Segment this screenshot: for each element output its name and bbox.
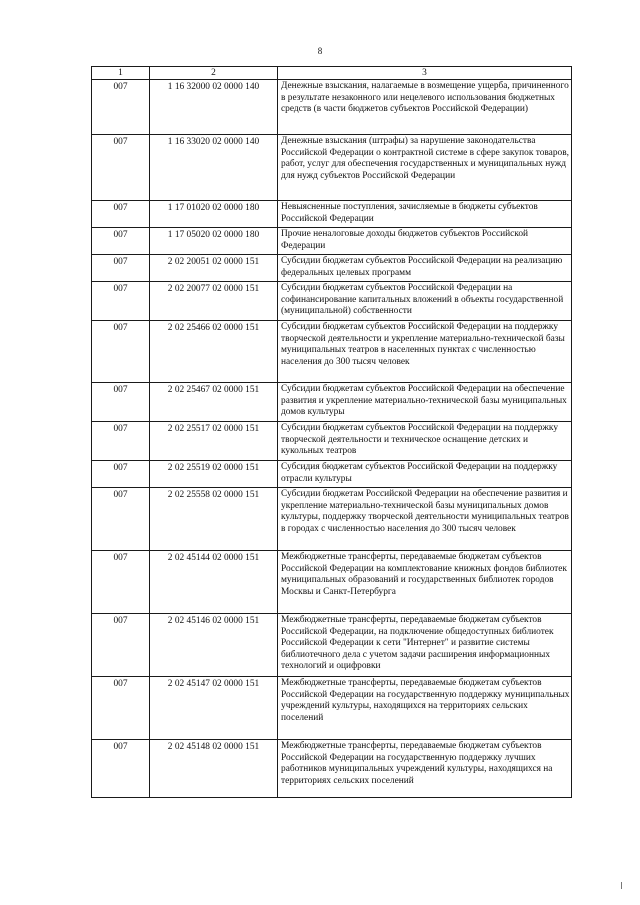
description-cell: Межбюджетные трансферты, передаваемые бюджетам субъектов Российской Федерации на государственную поддержку лучших работников муниципальных учреждений культуры, находящихся на территориях сельских поселений xyxy=(278,740,572,798)
income-code-cell: 2 02 25519 02 0000 151 xyxy=(150,461,278,488)
admin-code-cell: 007 xyxy=(92,740,150,798)
table-row xyxy=(92,201,572,228)
admin-code-cell: 007 xyxy=(92,551,150,614)
admin-code-cell: 007 xyxy=(92,201,150,228)
admin-code-cell: 007 xyxy=(92,461,150,488)
income-code-cell: 2 02 25466 02 0000 151 xyxy=(150,321,278,383)
table-row xyxy=(92,255,572,282)
page-number: 8 xyxy=(317,46,323,56)
column-header-2: 2 xyxy=(150,67,278,80)
description-cell: Субсидии бюджетам субъектов Российской Федерации на софинансирование капитальных вложений в объекты государственной (муниципальной) собственности xyxy=(278,282,572,321)
admin-code-cell: 007 xyxy=(92,677,150,740)
table-row xyxy=(92,488,572,551)
description-cell: Прочие неналоговые доходы бюджетов субъектов Российской Федерации xyxy=(278,228,572,255)
table-row xyxy=(92,321,572,383)
table-row xyxy=(92,228,572,255)
column-header-3: 3 xyxy=(278,67,572,80)
description-cell: Субсидии бюджетам субъектов Российской Федерации на поддержку творческой деятельности и укрепление материально-технической базы муниципальных театров в населенных пунктах с численностью населения до 300 тысяч человек xyxy=(278,321,572,383)
table-row xyxy=(92,80,572,135)
table-row xyxy=(92,551,572,614)
description-cell: Субсидия бюджетам субъектов Российской Федерации на поддержку отрасли культуры xyxy=(278,461,572,488)
description-cell: Субсидии бюджетам Российской Федерации на обеспечение развития и укрепление материально-технической базы муниципальных домов культуры, поддержку творческой деятельности муниципальных театров в городах с численностью населения до 300 тысяч человек xyxy=(278,488,572,551)
description-cell: Субсидии бюджетам субъектов Российской Федерации на реализацию федеральных целевых программ xyxy=(278,255,572,282)
table-row xyxy=(92,282,572,321)
description-cell: Субсидии бюджетам субъектов Российской Федерации на поддержку творческой деятельности и техническое оснащение детских и кукольных театров xyxy=(278,422,572,461)
table-row xyxy=(92,614,572,677)
column-header-1: 1 xyxy=(92,67,150,80)
admin-code-cell: 007 xyxy=(92,255,150,282)
income-code-cell: 2 02 20077 02 0000 151 xyxy=(150,282,278,321)
table-row xyxy=(92,383,572,422)
income-code-cell: 1 17 01020 02 0000 180 xyxy=(150,201,278,228)
description-cell: Межбюджетные трансферты, передаваемые бюджетам субъектов Российской Федерации на государственную поддержку муниципальных учреждений культуры, находящихся на территориях сельских поселений xyxy=(278,677,572,740)
admin-code-cell: 007 xyxy=(92,614,150,677)
description-cell: Денежные взыскания, налагаемые в возмещение ущерба, причиненного в результате незаконного или нецелевого использования бюджетных средств (в части бюджетов субъектов Российской Федерации) xyxy=(278,80,572,135)
table-row xyxy=(92,677,572,740)
admin-code-cell: 007 xyxy=(92,422,150,461)
description-cell: Субсидии бюджетам субъектов Российской Федерации на обеспечение развития и укрепление материально-технической базы муниципальных домов культуры xyxy=(278,383,572,422)
admin-code-cell: 007 xyxy=(92,282,150,321)
description-cell: Межбюджетные трансферты, передаваемые бюджетам субъектов Российской Федерации, на подключение общедоступных библиотек Российской Федерации к сети "Интернет" и развитие системы библиотечного дела с учетом задачи расширения информационных технологий и оцифровки xyxy=(278,614,572,677)
income-code-cell: 2 02 45144 02 0000 151 xyxy=(150,551,278,614)
description-cell: Денежные взыскания (штрафы) за нарушение законодательства Российской Федерации о контрактной системе в сфере закупок товаров, работ, услуг для обеспечения государственных и муниципальных нужд для нужд субъектов Российской Федерации xyxy=(278,135,572,201)
admin-code-cell: 007 xyxy=(92,488,150,551)
income-code-cell: 2 02 25467 02 0000 151 xyxy=(150,383,278,422)
scan-edge-mark xyxy=(621,882,622,889)
table-header-row xyxy=(92,67,572,80)
income-code-cell: 2 02 45147 02 0000 151 xyxy=(150,677,278,740)
table-row xyxy=(92,422,572,461)
income-code-cell: 1 17 05020 02 0000 180 xyxy=(150,228,278,255)
admin-code-cell: 007 xyxy=(92,383,150,422)
income-code-cell: 2 02 25558 02 0000 151 xyxy=(150,488,278,551)
income-code-cell: 2 02 25517 02 0000 151 xyxy=(150,422,278,461)
budget-classification-table xyxy=(91,66,572,798)
income-code-cell: 1 16 32000 02 0000 140 xyxy=(150,80,278,135)
admin-code-cell: 007 xyxy=(92,80,150,135)
income-code-cell: 2 02 45146 02 0000 151 xyxy=(150,614,278,677)
admin-code-cell: 007 xyxy=(92,321,150,383)
table-row xyxy=(92,461,572,488)
income-code-cell: 2 02 20051 02 0000 151 xyxy=(150,255,278,282)
table-row xyxy=(92,740,572,798)
description-cell: Межбюджетные трансферты, передаваемые бюджетам субъектов Российской Федерации на комплектование книжных фондов библиотек муниципальных образований и государственных библиотек городов Москвы и Санкт-Петербурга xyxy=(278,551,572,614)
income-code-cell: 2 02 45148 02 0000 151 xyxy=(150,740,278,798)
admin-code-cell: 007 xyxy=(92,228,150,255)
admin-code-cell: 007 xyxy=(92,135,150,201)
income-code-cell: 1 16 33020 02 0000 140 xyxy=(150,135,278,201)
description-cell: Невыясненные поступления, зачисляемые в бюджеты субъектов Российской Федерации xyxy=(278,201,572,228)
table-row xyxy=(92,135,572,201)
